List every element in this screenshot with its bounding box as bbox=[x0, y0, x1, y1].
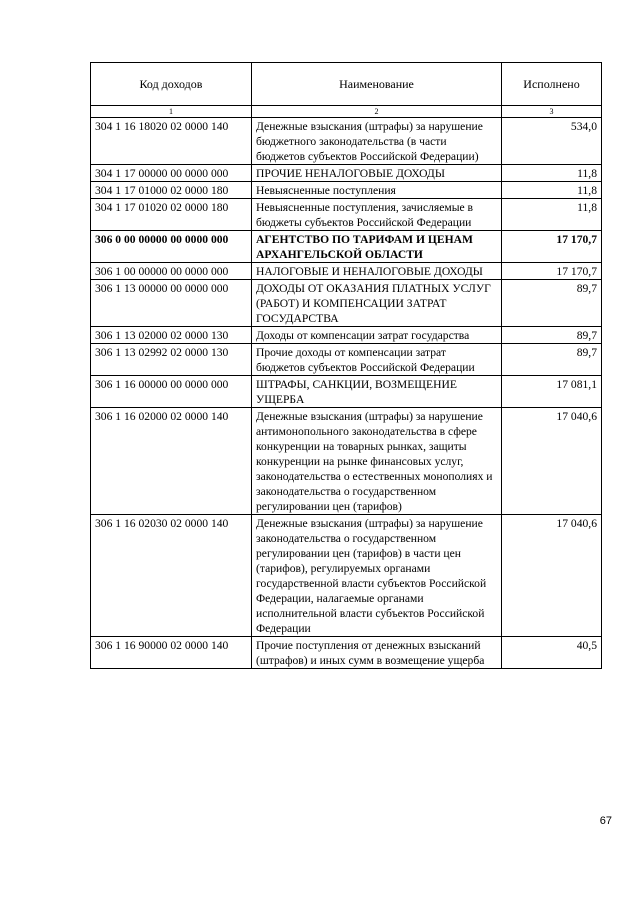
table-row bbox=[91, 182, 602, 199]
column-number: 1 bbox=[91, 106, 252, 118]
table-row bbox=[91, 118, 602, 165]
cell-code: 306 1 00 00000 00 0000 000 bbox=[91, 263, 252, 280]
cell-value: 17 081,1 bbox=[502, 376, 602, 408]
cell-code: 304 1 17 01020 02 0000 180 bbox=[91, 199, 252, 231]
cell-value: 89,7 bbox=[502, 327, 602, 344]
cell-code: 306 1 13 02000 02 0000 130 bbox=[91, 327, 252, 344]
table-row bbox=[91, 231, 602, 263]
column-number: 2 bbox=[252, 106, 502, 118]
cell-name: Невыясненные поступления bbox=[252, 182, 502, 199]
table-row bbox=[91, 376, 602, 408]
table-header-row bbox=[91, 63, 602, 106]
cell-name: Денежные взыскания (штрафы) за нарушение антимонопольного законодательства в сфере конкуренции на товарных рынках, защиты конкуренции на рынке финансовых услуг, законодательства о естественных монополиях и законодательства о государственном регулировании цен (тарифов) bbox=[252, 408, 502, 515]
table-row bbox=[91, 637, 602, 669]
header-value: Исполнено bbox=[502, 63, 602, 106]
cell-value: 89,7 bbox=[502, 280, 602, 327]
cell-value: 40,5 bbox=[502, 637, 602, 669]
cell-code: 306 1 16 90000 02 0000 140 bbox=[91, 637, 252, 669]
revenue-table bbox=[90, 62, 602, 669]
cell-name: НАЛОГОВЫЕ И НЕНАЛОГОВЫЕ ДОХОДЫ bbox=[252, 263, 502, 280]
cell-code: 306 1 13 00000 00 0000 000 bbox=[91, 280, 252, 327]
cell-name: Прочие доходы от компенсации затрат бюджетов субъектов Российской Федерации bbox=[252, 344, 502, 376]
cell-code: 304 1 17 01000 02 0000 180 bbox=[91, 182, 252, 199]
cell-name: Доходы от компенсации затрат государства bbox=[252, 327, 502, 344]
cell-name: АГЕНТСТВО ПО ТАРИФАМ И ЦЕНАМ АРХАНГЕЛЬСКОЙ ОБЛАСТИ bbox=[252, 231, 502, 263]
column-number: 3 bbox=[502, 106, 602, 118]
cell-name: ШТРАФЫ, САНКЦИИ, ВОЗМЕЩЕНИЕ УЩЕРБА bbox=[252, 376, 502, 408]
column-number-row bbox=[91, 106, 602, 118]
cell-name: Прочие поступления от денежных взысканий (штрафов) и иных сумм в возмещение ущерба bbox=[252, 637, 502, 669]
cell-value: 17 040,6 bbox=[502, 408, 602, 515]
cell-code: 306 1 13 02992 02 0000 130 bbox=[91, 344, 252, 376]
cell-name: Невыясненные поступления, зачисляемые в бюджеты субъектов Российской Федерации bbox=[252, 199, 502, 231]
cell-name: ДОХОДЫ ОТ ОКАЗАНИЯ ПЛАТНЫХ УСЛУГ (РАБОТ) И КОМПЕНСАЦИИ ЗАТРАТ ГОСУДАРСТВА bbox=[252, 280, 502, 327]
table-row bbox=[91, 280, 602, 327]
cell-code: 304 1 17 00000 00 0000 000 bbox=[91, 165, 252, 182]
cell-name: ПРОЧИЕ НЕНАЛОГОВЫЕ ДОХОДЫ bbox=[252, 165, 502, 182]
table-row bbox=[91, 408, 602, 515]
cell-name: Денежные взыскания (штрафы) за нарушение бюджетного законодательства (в части бюджетов субъектов Российской Федерации) bbox=[252, 118, 502, 165]
table-row bbox=[91, 344, 602, 376]
table-row bbox=[91, 199, 602, 231]
cell-value: 11,8 bbox=[502, 182, 602, 199]
cell-value: 17 040,6 bbox=[502, 515, 602, 637]
table-row bbox=[91, 327, 602, 344]
header-name: Наименование bbox=[252, 63, 502, 106]
table-row bbox=[91, 515, 602, 637]
header-code: Код доходов bbox=[91, 63, 252, 106]
cell-code: 306 1 16 02030 02 0000 140 bbox=[91, 515, 252, 637]
cell-value: 11,8 bbox=[502, 199, 602, 231]
cell-value: 89,7 bbox=[502, 344, 602, 376]
cell-code: 306 0 00 00000 00 0000 000 bbox=[91, 231, 252, 263]
cell-value: 534,0 bbox=[502, 118, 602, 165]
table-row bbox=[91, 263, 602, 280]
cell-code: 306 1 16 02000 02 0000 140 bbox=[91, 408, 252, 515]
table-row bbox=[91, 165, 602, 182]
cell-code: 306 1 16 00000 00 0000 000 bbox=[91, 376, 252, 408]
cell-value: 17 170,7 bbox=[502, 231, 602, 263]
cell-value: 11,8 bbox=[502, 165, 602, 182]
cell-code: 304 1 16 18020 02 0000 140 bbox=[91, 118, 252, 165]
cell-value: 17 170,7 bbox=[502, 263, 602, 280]
page-number: 67 bbox=[599, 815, 612, 827]
cell-name: Денежные взыскания (штрафы) за нарушение законодательства о государственном регулировании цен (тарифов) в части цен (тарифов), регулируемых органами государственной власти субъектов Российской Федерации, налагаемые органами исполнительной власти субъектов Российской Федерации bbox=[252, 515, 502, 637]
